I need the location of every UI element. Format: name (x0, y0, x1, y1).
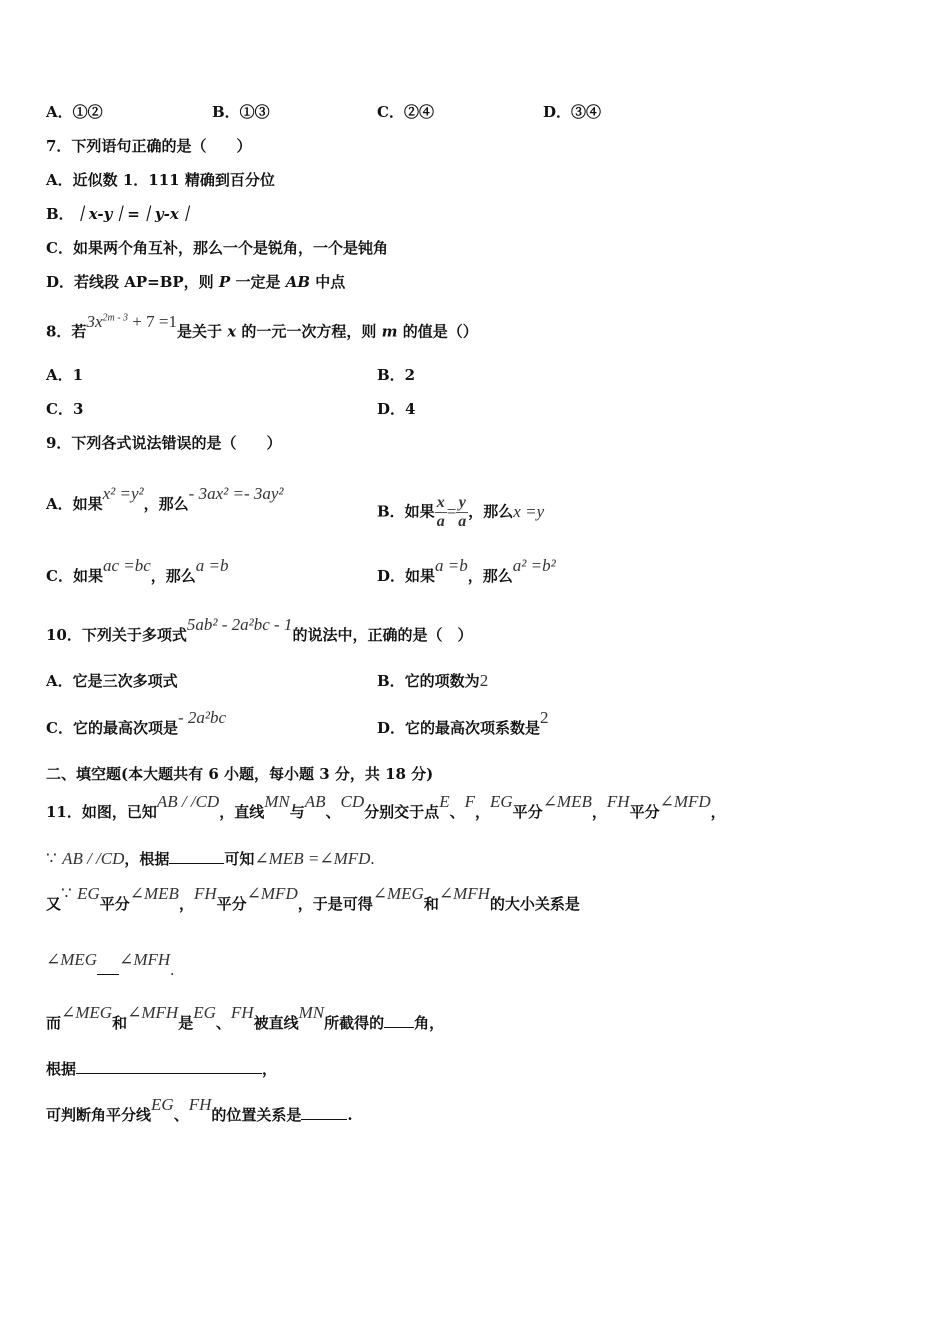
q11-l1-intersect: 分别交于点 (364, 803, 440, 821)
q11-l1-bisect1: 平分 (512, 803, 543, 821)
q11-l1-intro: 11．如图，已知 (46, 803, 157, 821)
q11-blank-4[interactable] (76, 1058, 262, 1074)
q8-mid1: 是关于 (176, 322, 222, 341)
q11-l5-cut: 所截得的 (324, 1014, 385, 1032)
q7-d-suffix: 中点 (315, 273, 346, 291)
q11-l1-e: E (439, 792, 450, 811)
q11-l5-by-line: 被直线 (253, 1014, 299, 1032)
q10-stem (46, 615, 473, 645)
q9-a-res: - 3ax² =- 3ay² (188, 484, 284, 503)
q9-c-then: ，那么 (150, 567, 196, 585)
q11-l2-because: ∵ (46, 849, 57, 868)
q11-l3-also: 又 (46, 895, 62, 913)
q11-l1-ab: AB (304, 792, 326, 811)
q11-l2-parallel: AB / /CD (62, 849, 125, 868)
q9-c-label: C．如果 (46, 567, 103, 585)
q8-option-d: D．4 (377, 400, 416, 418)
q11-l1-f: F (464, 792, 475, 811)
q11-l3-and: 和 (423, 895, 439, 913)
q7-option-d (46, 272, 345, 292)
q9-b-frac-right (456, 494, 468, 531)
q11-l3-comma: ， (178, 895, 194, 913)
q11-l1-parallel: AB / /CD (156, 792, 220, 811)
q9-b-eq: = (446, 501, 457, 521)
q9-b-label: B．如果 (377, 502, 435, 521)
section2-title: 二、填空题(本大题共有 6 小题，每小题 3 分，共 18 分) (46, 765, 434, 783)
q11-l6-comma: ， (262, 1060, 278, 1078)
q8-eq-rest: + 7 =1 (132, 311, 177, 331)
q11-line4 (46, 950, 175, 980)
q11-l3-bisect1: 平分 (99, 895, 130, 913)
q9-d-res: a² =b² (512, 556, 556, 575)
q11-l1-mn: MN (264, 792, 290, 811)
q7-option-b (46, 204, 194, 224)
q9-a-cond: x² =y² (102, 484, 144, 503)
q11-l5-angle-mfh: ∠MFH (127, 1003, 179, 1022)
q10-b-value: 2 (479, 671, 489, 690)
q11-l3-angle-mfd: ∠MFD (246, 884, 298, 903)
q11-l2-period: . (370, 849, 375, 868)
q11-l6-by: 根据 (46, 1060, 77, 1078)
q7-option-a: A．近似数 1．111 精确到百分位 (46, 171, 275, 189)
q11-line6 (46, 1058, 277, 1079)
q7-d-mid: 一定是 (235, 273, 281, 291)
q9-b-then: ，那么 (468, 502, 514, 521)
q9-b-num1: x (436, 494, 445, 511)
q8-mid2: 的一元一次方程，则 (241, 322, 377, 341)
q11-l5-are: 是 (178, 1014, 194, 1032)
q7-d-prefix: D．若线段 AP=BP，则 (46, 273, 214, 291)
q9-a-label: A．如果 (46, 495, 103, 513)
q9-c-res: a =b (195, 556, 229, 575)
q7-stem: 7．下列语句正确的是（ ） (46, 137, 252, 155)
q10-prefix: 10．下列关于多项式 (46, 626, 187, 644)
q10-option-a: A．它是三次多项式 (46, 672, 178, 690)
q11-l5-eg: EG (193, 1003, 216, 1022)
q9-b-den1: a (436, 513, 445, 530)
q11-l1-cd: CD (340, 792, 365, 811)
q11-l3-angle-mfh: ∠MFH (438, 884, 490, 903)
q10-c-text: C．它的最高次项是 (46, 719, 178, 737)
q8-suffix: 的值是（） (402, 322, 478, 341)
q10-c-value: - 2a²bc (177, 708, 227, 727)
q8-var-x: x (227, 322, 237, 341)
q11-l4-angle-mfh: ∠MFH (119, 950, 171, 969)
q11-l5-fh: FH (230, 1003, 254, 1022)
q11-l3-angle-meb: ∠MEB (129, 884, 179, 903)
q9-c-cond: ac =bc (102, 556, 151, 575)
q11-l4-angle-meg: ∠MEG (46, 950, 98, 969)
q9-option-a (46, 484, 284, 514)
q8-option-c: C．3 (46, 400, 84, 418)
q11-l7-fh: FH (188, 1095, 212, 1114)
q9-option-b (377, 494, 544, 531)
q11-l7-position: 的位置关系是 (211, 1106, 302, 1124)
q9-d-cond: a =b (435, 556, 468, 575)
q11-l5-angle-meg: ∠MEG (61, 1003, 113, 1022)
q8-option-b: B．2 (377, 366, 416, 384)
q11-l3-angle-meg: ∠MEG (372, 884, 424, 903)
q10-suffix: 的说法中，正确的是（ ） (292, 626, 473, 644)
q7-option-c: C．如果两个角互补，那么一个是锐角，一个是钝角 (46, 239, 388, 257)
q11-l3-thus: ，于是可得 (297, 895, 373, 913)
q11-l5-mn: MN (298, 1003, 325, 1022)
q8-option-a: A．1 (46, 366, 84, 384)
q11-l1-fh: FH (606, 792, 630, 811)
q11-l1-and: 与 (289, 803, 305, 821)
q11-l1-sep1: 、 (325, 803, 341, 821)
q11-l5-angle: 角， (414, 1014, 445, 1032)
q6-option-c: C．②④ (377, 103, 434, 121)
q11-l1-comma2: ， (591, 803, 607, 821)
q11-l3-eg: EG (77, 884, 100, 903)
q7-d-point-p: P (218, 273, 231, 291)
q11-l2-by: ，根据 (124, 850, 170, 868)
q11-l1-angle-meb: ∠MEB (542, 792, 592, 811)
q10-polynomial: 5ab² - 2a²bc - 1 (186, 615, 293, 634)
q11-l2-angles-equal: ∠MEB =∠MFD (254, 849, 371, 868)
q6-option-b: B．①③ (212, 103, 270, 121)
q9-d-label: D．如果 (377, 567, 436, 585)
q11-l3-because: ∵ (61, 884, 72, 903)
q11-l1-comma1: ， (474, 803, 490, 821)
q11-l3-relation: 的大小关系是 (489, 895, 580, 913)
q11-line5 (46, 1003, 445, 1033)
q11-l7-sep: 、 (173, 1106, 189, 1124)
q10-option-c (46, 708, 227, 738)
q9-a-then: ，那么 (143, 495, 189, 513)
q11-blank-2[interactable] (97, 959, 119, 975)
q11-l1-line: ，直线 (219, 803, 265, 821)
q10-d-text: D．它的最高次项系数是 (377, 719, 541, 737)
q9-b-den2: a (458, 513, 467, 530)
q11-l1-sep2: 、 (449, 803, 465, 821)
q11-l3-fh: FH (193, 884, 217, 903)
q11-l7-eg: EG (151, 1095, 174, 1114)
q11-l5-sep: 、 (215, 1014, 231, 1032)
q8-equation (86, 312, 177, 331)
q9-d-then: ，那么 (467, 567, 513, 585)
q8-stem (46, 311, 478, 342)
q9-b-frac-left (435, 494, 447, 531)
q11-l7-period: . (347, 1106, 353, 1124)
q10-option-b (377, 671, 488, 691)
q11-l1-comma3: ， (710, 803, 726, 821)
q7-b-expr: ｜x-y｜=｜y-x｜ (73, 205, 194, 223)
q7-d-segment-ab: AB (285, 273, 311, 291)
q11-blank-5[interactable] (301, 1104, 347, 1120)
q11-line3 (46, 884, 580, 914)
q11-line7 (46, 1095, 353, 1125)
q11-line2 (46, 848, 375, 869)
q11-l3-bisect2: 平分 (216, 895, 247, 913)
q11-l1-eg: EG (490, 792, 513, 811)
q9-stem: 9．下列各式说法错误的是（ ） (46, 434, 282, 452)
q11-l2-know: 可知 (224, 850, 255, 868)
q11-l1-angle-mfd: ∠MFD (659, 792, 711, 811)
q6-option-a: A．①② (46, 103, 103, 121)
q10-b-text: B．它的项数为 (377, 672, 480, 690)
q11-l7-judge: 可判断角平分线 (46, 1106, 152, 1124)
q11-l5-and: 和 (112, 1014, 128, 1032)
q10-d-value: 2 (540, 708, 549, 727)
q9-b-num2: y (456, 494, 468, 513)
q11-blank-1[interactable] (169, 848, 224, 864)
q8-var-m: m (381, 322, 398, 341)
q10-option-d (377, 708, 549, 738)
q8-eq-base: 3x (86, 311, 103, 331)
q8-prefix: 8．若 (46, 322, 87, 341)
q8-eq-exp: 2m - 3 (102, 312, 129, 323)
q6-option-d: D．③④ (543, 103, 602, 121)
q7-b-label: B． (46, 205, 74, 223)
q11-l1-bisect2: 平分 (629, 803, 660, 821)
q9-option-d (377, 556, 556, 586)
q11-blank-3[interactable] (384, 1012, 414, 1028)
q9-b-res: x =y (513, 501, 545, 521)
q9-option-c (46, 556, 229, 586)
q11-line1 (46, 792, 726, 822)
q11-l5-while: 而 (46, 1014, 62, 1032)
q11-l4-period: . (170, 960, 175, 979)
